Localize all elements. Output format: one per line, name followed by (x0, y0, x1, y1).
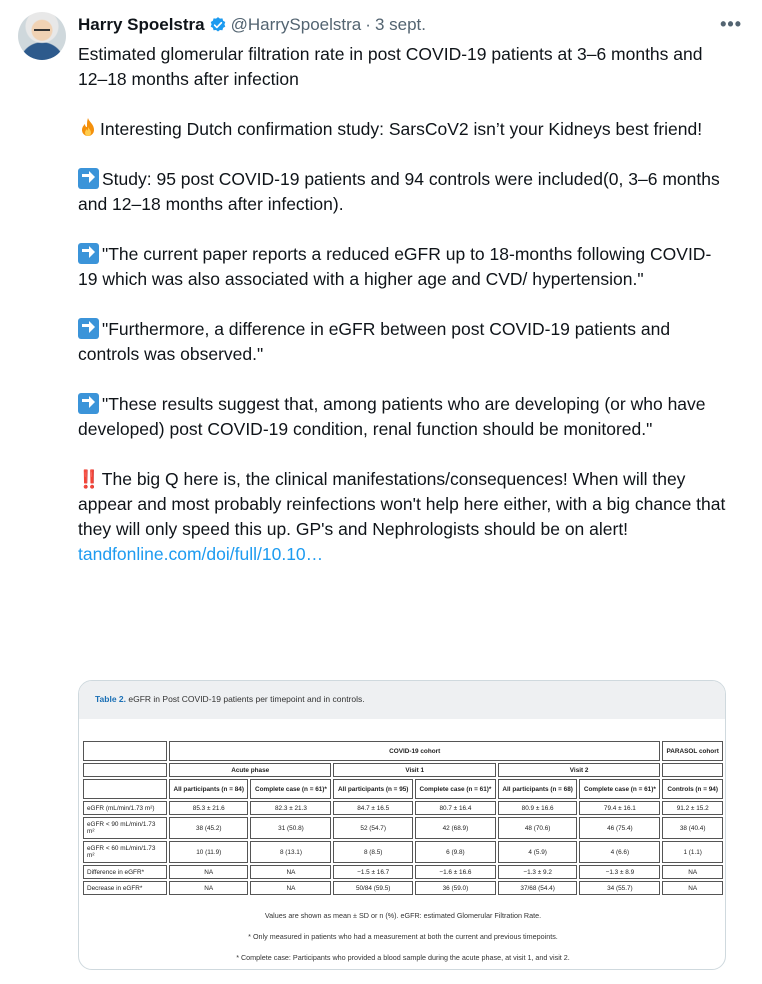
table-cell: 80.7 ± 16.4 (415, 801, 496, 815)
right-arrow-icon (78, 243, 99, 264)
row-label: eGFR < 90 mL/min/1.73 m² (83, 817, 167, 839)
table-cell: 82.3 ± 21.3 (250, 801, 331, 815)
table-header: Complete case (n = 61)* (415, 779, 496, 799)
table-cell: 46 (75.4) (579, 817, 660, 839)
table-cell: 48 (70.6) (498, 817, 577, 839)
table-row (83, 841, 723, 863)
fire-icon (78, 117, 98, 139)
right-arrow-icon (78, 318, 99, 339)
table-cell: 6 (9.8) (415, 841, 496, 863)
table-header: Controls (n = 94) (662, 779, 723, 799)
tweet-paragraph (78, 317, 728, 367)
separator-dot: · (365, 15, 371, 34)
table-cell (662, 763, 723, 777)
table-row (83, 801, 723, 815)
table-caption (79, 681, 725, 719)
tweet-paragraph: Estimated glomerular filtration rate in post COVID-19 patients at 3–6 months and 12–18 months after infection (78, 44, 703, 89)
tweet-date[interactable]: 3 sept. (374, 15, 426, 34)
tweet-link[interactable]: tandfonline.com/doi/full/10.10… (78, 544, 324, 564)
row-label: Difference in eGFR* (83, 865, 167, 879)
table-cell: NA (250, 865, 331, 879)
table-cell: NA (169, 881, 248, 895)
table-cell: 37/68 (54.4) (498, 881, 577, 895)
table-footnote: Values are shown as mean ± SD or n (%). eGFR: estimated Glomerular Filtration Rate. (264, 911, 542, 920)
tweet-paragraph (78, 167, 728, 217)
table-cell: −1.6 ± 16.6 (415, 865, 496, 879)
table-cell: 79.4 ± 16.1 (579, 801, 660, 815)
table-header: Visit 2 (498, 763, 660, 777)
table-footnote: * Only measured in patients who had a measurement at both the current and previous timepoints. (248, 932, 558, 941)
tweet-paragraph (78, 117, 728, 142)
table-cell: 85.3 ± 21.6 (169, 801, 248, 815)
table-cell: 34 (55.7) (579, 881, 660, 895)
table-row (83, 881, 723, 895)
table-row (83, 865, 723, 879)
table-cell: NA (662, 881, 723, 895)
tweet-paragraph (78, 467, 728, 542)
tweet-paragraph-text: Study: 95 post COVID-19 patients and 94 controls were included(0, 3–6 months and 12–18 months after infection). (78, 169, 720, 214)
table-cell: 38 (40.4) (662, 817, 723, 839)
tweet-paragraph-text: "The current paper reports a reduced eGFR up to 18-months following COVID-19 which was also associated with a higher age and CVD/ hypertension." (78, 244, 712, 289)
table-header: All participants (n = 68) (498, 779, 577, 799)
table-header: COVID-19 cohort (169, 741, 660, 761)
tweet-paragraph (78, 392, 728, 442)
verified-badge-icon (209, 16, 227, 34)
table-cell: 4 (6.6) (579, 841, 660, 863)
table-header: Complete case (n = 61)* (579, 779, 660, 799)
table-title: eGFR in Post COVID-19 patients per timepoint and in controls. (126, 694, 365, 704)
table-cell: 91.2 ± 15.2 (662, 801, 723, 815)
table-cell: NA (250, 881, 331, 895)
table-cell: 4 (5.9) (498, 841, 577, 863)
double-exclamation-icon: ‼️ (78, 469, 98, 489)
table-cell: 50/84 (59.5) (333, 881, 412, 895)
display-name[interactable]: Harry Spoelstra (78, 15, 205, 34)
table-cell: 84.7 ± 16.5 (333, 801, 412, 815)
table-cell: 42 (68.9) (415, 817, 496, 839)
right-arrow-icon (78, 393, 99, 414)
table-cell: 36 (59.0) (415, 881, 496, 895)
table-label: Table 2. (95, 694, 127, 704)
table-cell (83, 741, 167, 761)
table-cell (83, 763, 167, 777)
tweet-paragraph-text: Interesting Dutch confirmation study: SarsCoV2 isn’t your Kidneys best friend! (100, 119, 703, 139)
row-label: eGFR < 60 mL/min/1.73 m² (83, 841, 167, 863)
table-header: All participants (n = 84) (169, 779, 248, 799)
table-cell: 31 (50.8) (250, 817, 331, 839)
tweet-paragraph-text: "Furthermore, a difference in eGFR between post COVID-19 patients and controls was observed." (78, 319, 671, 364)
tweet-paragraph-text: The big Q here is, the clinical manifestations/consequences! When will they appear and most probably reinfections won't help here either, with a big chance that they will only speed this up. GP's and Nephrologists should be on alert! (78, 469, 726, 539)
table-header: All participants (n = 95) (333, 779, 412, 799)
user-handle[interactable]: @HarrySpoelstra (230, 15, 362, 34)
tweet-text (78, 42, 728, 567)
table-header: Complete case (n = 61)* (250, 779, 331, 799)
more-options-icon[interactable]: ••• (720, 14, 742, 34)
table-cell: −1.3 ± 9.2 (498, 865, 577, 879)
row-label: eGFR (mL/min/1.73 m²) (83, 801, 167, 815)
table-header: Acute phase (169, 763, 331, 777)
right-arrow-icon (78, 168, 99, 189)
table-header: Visit 1 (333, 763, 495, 777)
link-preview-card[interactable] (78, 680, 726, 970)
tweet-paragraph-text: "These results suggest that, among patients who are developing (or who have developed) post COVID-19 condition, renal function should be monitored." (78, 394, 706, 439)
table-header: PARASOL cohort (662, 741, 723, 761)
tweet-paragraph (78, 242, 728, 292)
row-label: Decrease in eGFR* (83, 881, 167, 895)
table-cell: 38 (45.2) (169, 817, 248, 839)
table-footnote: * Complete case: Participants who provided a blood sample during the acute phase, at visit 1, and visit 2. (236, 953, 570, 962)
egfr-table (81, 739, 725, 897)
tweet-header (78, 14, 742, 36)
table-cell: 1 (1.1) (662, 841, 723, 863)
table-cell (83, 779, 167, 799)
table-cell: NA (169, 865, 248, 879)
table-cell: 8 (8.5) (333, 841, 412, 863)
table-cell: 8 (13.1) (250, 841, 331, 863)
table-cell: −1.3 ± 8.9 (579, 865, 660, 879)
table-cell: 80.9 ± 16.6 (498, 801, 577, 815)
table-cell: 52 (54.7) (333, 817, 412, 839)
table-cell: NA (662, 865, 723, 879)
table-cell: −1.5 ± 16.7 (333, 865, 412, 879)
table-row (83, 817, 723, 839)
table-cell: 10 (11.9) (169, 841, 248, 863)
avatar[interactable] (18, 12, 66, 60)
